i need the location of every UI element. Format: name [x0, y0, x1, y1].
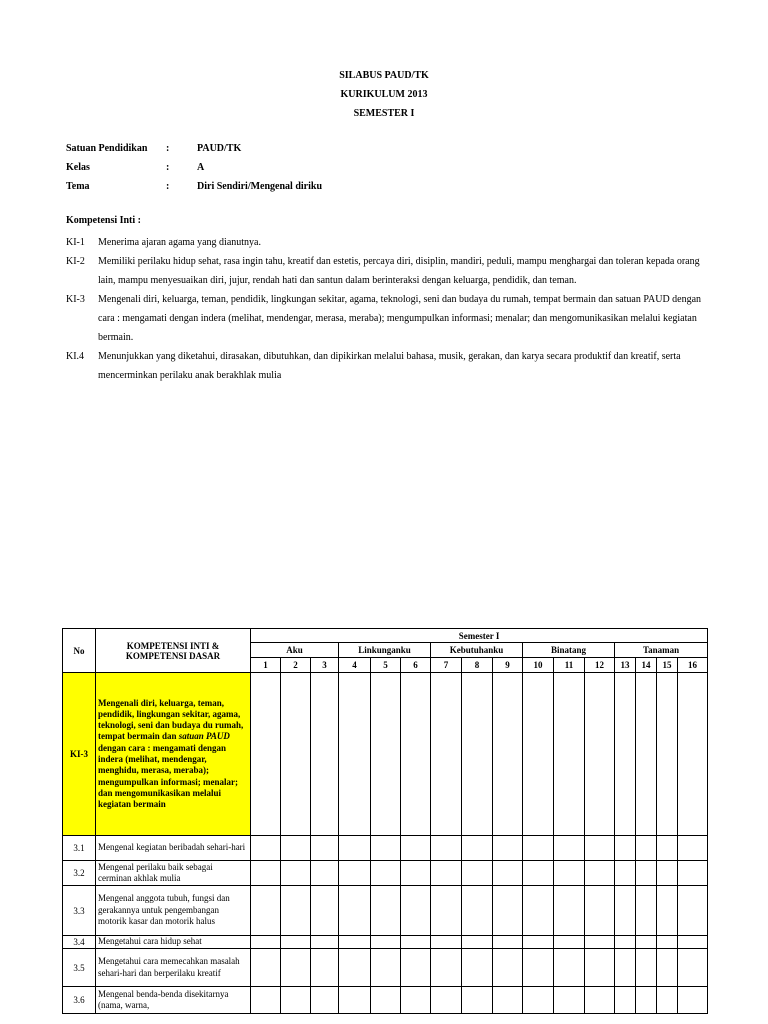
ki-text: Menunjukkan yang diketahui, dirasakan, dibutuhkan, dan dipikirkan melalui bahasa, musik, gerakan, dan karya secara produktif dan kreatif, serta mencerminkan perilaku anak berakhlak mulia [98, 351, 681, 381]
empty-cell [615, 886, 636, 936]
empty-cell [493, 673, 523, 836]
empty-cell [281, 886, 311, 936]
meta-colon: : [166, 143, 170, 154]
empty-cell [339, 936, 371, 949]
kompetensi-inti-heading: Kompetensi Inti : [66, 215, 141, 226]
ki3-text-cell [96, 673, 251, 836]
empty-cell [493, 886, 523, 936]
empty-cell [281, 936, 311, 949]
empty-cell [281, 861, 311, 886]
header-week: 10 [523, 658, 554, 673]
empty-cell [339, 673, 371, 836]
header-week: 14 [636, 658, 657, 673]
empty-cell [339, 949, 371, 987]
header-theme: Kebutuhanku [431, 643, 523, 658]
empty-cell [462, 987, 493, 1014]
empty-cell [678, 861, 708, 886]
table-row [63, 987, 708, 1014]
empty-cell [462, 673, 493, 836]
header-theme: Aku [251, 643, 339, 658]
header-week: 2 [281, 658, 311, 673]
meta-row-kelas [66, 158, 666, 177]
empty-cell [281, 987, 311, 1014]
empty-cell [431, 936, 462, 949]
empty-cell [678, 949, 708, 987]
empty-cell [462, 886, 493, 936]
table-row [63, 836, 708, 861]
ki3-code-cell: KI-3 [63, 673, 96, 836]
empty-cell [251, 673, 281, 836]
ki-code: KI-1 [66, 237, 85, 248]
empty-cell [431, 836, 462, 861]
empty-cell [431, 987, 462, 1014]
empty-cell [615, 673, 636, 836]
empty-cell [554, 673, 585, 836]
empty-cell [554, 949, 585, 987]
empty-cell [554, 936, 585, 949]
empty-cell [523, 987, 554, 1014]
header-week: 1 [251, 658, 281, 673]
ki-item [66, 252, 706, 290]
empty-cell [281, 949, 311, 987]
table-row [63, 936, 708, 949]
empty-cell [311, 673, 339, 836]
header-week: 16 [678, 658, 708, 673]
empty-cell [493, 987, 523, 1014]
empty-cell [523, 836, 554, 861]
empty-cell [554, 836, 585, 861]
kompetensi-inti-list [66, 233, 706, 385]
header-week: 11 [554, 658, 585, 673]
empty-cell [493, 936, 523, 949]
document-title [0, 66, 768, 123]
header-week: 6 [401, 658, 431, 673]
empty-cell [462, 949, 493, 987]
row-text: Mengenal anggota tubuh, fungsi dan gerakannya untuk pengembangan motorik kasar dan motorik halus [96, 886, 251, 936]
empty-cell [523, 936, 554, 949]
empty-cell [657, 886, 678, 936]
empty-cell [678, 673, 708, 836]
empty-cell [371, 673, 401, 836]
empty-cell [311, 987, 339, 1014]
meta-label: Satuan Pendidikan [66, 143, 148, 154]
empty-cell [371, 861, 401, 886]
ki3-text-part: Mengenali diri, keluarga, teman, pendidik, lingkungan sekitar, agama, teknologi, seni dan budaya du rumah, tempat bermain dan [98, 697, 244, 742]
header-kompetensi: KOMPETENSI INTI & KOMPETENSI DASAR [96, 629, 251, 673]
header-week: 8 [462, 658, 493, 673]
identity-block [66, 139, 666, 196]
empty-cell [636, 836, 657, 861]
empty-cell [251, 936, 281, 949]
empty-cell [678, 886, 708, 936]
header-week: 5 [371, 658, 401, 673]
header-semester: Semester I [251, 629, 708, 643]
empty-cell [462, 836, 493, 861]
empty-cell [371, 949, 401, 987]
header-week: 3 [311, 658, 339, 673]
ki3-text-part: dengan cara : mengamati dengan indera (melihat, mendengar, menghidu, merasa, meraba); mengumpulkan informasi; menalar; dan mengomunikasikan melalui kegiatan bermain [98, 742, 239, 810]
empty-cell [585, 936, 615, 949]
header-theme: Tanaman [615, 643, 708, 658]
meta-row-tema [66, 177, 666, 196]
ki3-row [63, 673, 708, 836]
empty-cell [657, 949, 678, 987]
empty-cell [523, 949, 554, 987]
row-number: 3.3 [63, 886, 96, 936]
empty-cell [554, 987, 585, 1014]
header-week: 4 [339, 658, 371, 673]
ki-code: KI-2 [66, 256, 85, 267]
empty-cell [678, 936, 708, 949]
empty-cell [678, 987, 708, 1014]
ki3-text-italic: satuan PAUD [178, 731, 230, 742]
meta-colon: : [166, 162, 170, 173]
empty-cell [251, 949, 281, 987]
empty-cell [657, 936, 678, 949]
header-week: 13 [615, 658, 636, 673]
ki-code: KI-3 [66, 294, 85, 305]
empty-cell [615, 836, 636, 861]
empty-cell [401, 673, 431, 836]
empty-cell [636, 987, 657, 1014]
meta-label: Tema [66, 181, 90, 192]
empty-cell [585, 861, 615, 886]
empty-cell [585, 886, 615, 936]
empty-cell [585, 673, 615, 836]
empty-cell [251, 886, 281, 936]
table-row [63, 861, 708, 886]
empty-cell [339, 836, 371, 861]
empty-cell [636, 861, 657, 886]
table-row [63, 886, 708, 936]
row-number: 3.4 [63, 936, 96, 949]
empty-cell [311, 861, 339, 886]
empty-cell [401, 886, 431, 936]
empty-cell [311, 886, 339, 936]
empty-cell [657, 987, 678, 1014]
empty-cell [523, 673, 554, 836]
header-week: 12 [585, 658, 615, 673]
empty-cell [371, 836, 401, 861]
empty-cell [251, 836, 281, 861]
empty-cell [339, 987, 371, 1014]
empty-cell [431, 861, 462, 886]
header-week: 9 [493, 658, 523, 673]
empty-cell [636, 949, 657, 987]
title-line-1: SILABUS PAUD/TK [339, 70, 429, 81]
empty-cell [493, 861, 523, 886]
empty-cell [281, 836, 311, 861]
empty-cell [585, 836, 615, 861]
empty-cell [657, 861, 678, 886]
empty-cell [401, 987, 431, 1014]
empty-cell [431, 949, 462, 987]
row-number: 3.5 [63, 949, 96, 987]
ki-text: Memiliki perilaku hidup sehat, rasa ingin tahu, kreatif dan estetis, percaya diri, disiplin, mandiri, peduli, mampu menghargai dan toleran kepada orang lain, mampu menyesuaikan diri, jujur, rendah hati dan santun dalam berinteraksi dengan keluarga, pendidik, dan teman. [98, 256, 700, 286]
empty-cell [554, 861, 585, 886]
empty-cell [678, 836, 708, 861]
ki-text: Mengenali diri, keluarga, teman, pendidik, lingkungan sekitar, agama, teknologi, seni dan budaya du rumah, tempat bermain dan satuan PAUD dengan cara : mengamati dengan indera (melihat, mendengar, merasa, meraba); mengumpulkan informasi; menalar; dan mengomunikasikan melalui kegiatan bermain. [98, 294, 702, 343]
empty-cell [401, 861, 431, 886]
empty-cell [636, 673, 657, 836]
empty-cell [636, 936, 657, 949]
empty-cell [371, 987, 401, 1014]
header-week: 7 [431, 658, 462, 673]
empty-cell [615, 936, 636, 949]
empty-cell [431, 673, 462, 836]
row-text: Mengenal benda-benda disekitarnya (nama, warna, [96, 987, 251, 1014]
ki-item [66, 233, 706, 252]
empty-cell [311, 936, 339, 949]
ki-item [66, 347, 706, 385]
empty-cell [523, 861, 554, 886]
empty-cell [281, 673, 311, 836]
empty-cell [401, 949, 431, 987]
empty-cell [493, 836, 523, 861]
row-number: 3.2 [63, 861, 96, 886]
empty-cell [615, 949, 636, 987]
row-text: Mengenal perilaku baik sebagai cerminan akhlak mulia [96, 861, 251, 886]
empty-cell [371, 886, 401, 936]
empty-cell [251, 861, 281, 886]
header-no: No [63, 629, 96, 673]
empty-cell [615, 861, 636, 886]
empty-cell [493, 949, 523, 987]
empty-cell [311, 949, 339, 987]
empty-cell [462, 861, 493, 886]
meta-label: Kelas [66, 162, 90, 173]
empty-cell [339, 861, 371, 886]
empty-cell [339, 886, 371, 936]
empty-cell [401, 936, 431, 949]
meta-row-satuan [66, 139, 666, 158]
row-text: Mengetahui cara hidup sehat [96, 936, 251, 949]
empty-cell [657, 836, 678, 861]
empty-cell [431, 886, 462, 936]
meta-value: A [197, 162, 205, 173]
row-number: 3.1 [63, 836, 96, 861]
meta-value: PAUD/TK [197, 143, 242, 154]
empty-cell [585, 949, 615, 987]
empty-cell [401, 836, 431, 861]
header-theme: Linkunganku [339, 643, 431, 658]
empty-cell [371, 936, 401, 949]
ki-code: KI.4 [66, 351, 85, 362]
empty-cell [585, 987, 615, 1014]
syllabus-table [62, 628, 708, 1014]
empty-cell [657, 673, 678, 836]
row-number: 3.6 [63, 987, 96, 1014]
title-line-2: KURIKULUM 2013 [340, 89, 428, 100]
empty-cell [615, 987, 636, 1014]
empty-cell [523, 886, 554, 936]
meta-colon: : [166, 181, 170, 192]
row-text: Mengetahui cara memecahkan masalah sehari-hari dan berperilaku kreatif [96, 949, 251, 987]
header-theme: Binatang [523, 643, 615, 658]
empty-cell [462, 936, 493, 949]
empty-cell [554, 886, 585, 936]
ki-item [66, 290, 706, 347]
title-line-3: SEMESTER I [353, 108, 415, 119]
row-text: Mengenal kegiatan beribadah sehari-hari [96, 836, 251, 861]
table-row [63, 949, 708, 987]
empty-cell [636, 886, 657, 936]
empty-cell [311, 836, 339, 861]
header-week: 15 [657, 658, 678, 673]
ki-text: Menerima ajaran agama yang dianutnya. [98, 237, 261, 248]
meta-value: Diri Sendiri/Mengenal diriku [197, 181, 323, 192]
empty-cell [251, 987, 281, 1014]
